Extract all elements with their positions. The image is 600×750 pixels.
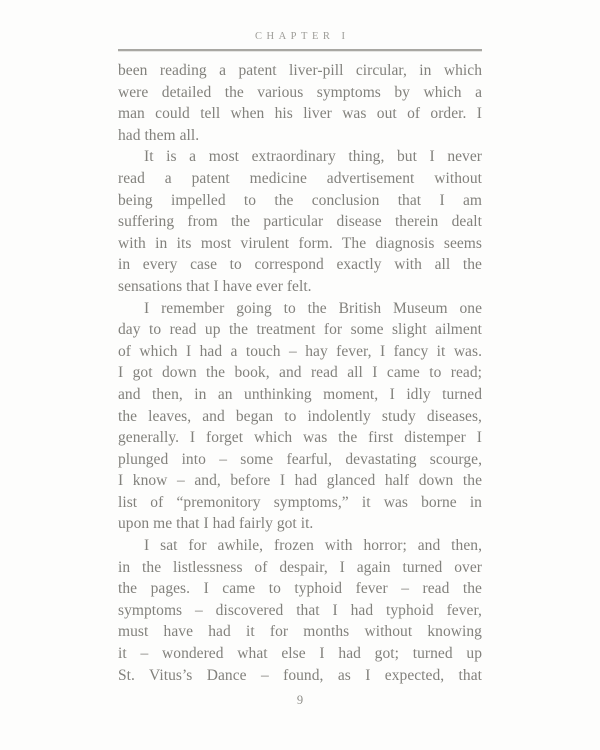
text-line: in the listlessness of despair, I again turned over bbox=[118, 558, 482, 576]
text-line: man could tell when his liver was out of order. I bbox=[118, 105, 482, 123]
text-line: had them all. bbox=[118, 126, 200, 144]
text-line: been reading a patent liver-pill circular, in which bbox=[118, 62, 482, 79]
paragraph bbox=[118, 146, 482, 297]
text-line: the pages. I came to typhoid fever – read the bbox=[118, 580, 482, 598]
text-line: must have had it for months without knowing bbox=[118, 623, 482, 641]
text-line: it – wondered what else I had got; turned up bbox=[118, 645, 482, 663]
text-line: upon me that I had fairly got it. bbox=[118, 515, 314, 533]
page-number: 9 bbox=[296, 693, 304, 707]
paragraph bbox=[118, 60, 482, 146]
text-line: symptoms – discovered that I had typhoid fever, bbox=[118, 601, 482, 619]
text-line: in every case to correspond exactly with all the bbox=[118, 256, 482, 274]
text-line: generally. I forget which was the first distemper I bbox=[118, 429, 482, 447]
running-head: CHAPTER I bbox=[255, 31, 350, 42]
text-line: I remember going to the British Museum one bbox=[144, 299, 482, 317]
text-block bbox=[118, 60, 482, 686]
header-rule bbox=[118, 49, 482, 51]
text-line: day to read up the treatment for some slight ailment bbox=[118, 321, 482, 339]
text-line: list of “premonitory symptoms,” it was borne in bbox=[118, 493, 482, 511]
text-line: sensations that I have ever felt. bbox=[118, 277, 312, 295]
text-line: the leaves, and began to indolently study diseases, bbox=[118, 407, 482, 425]
text-line: I know – and, before I had glanced half down the bbox=[118, 472, 482, 490]
text-line: plunged into – some fearful, devastating scourge, bbox=[118, 450, 482, 468]
text-line: being impelled to the conclusion that I am bbox=[118, 191, 482, 209]
text-line: of which I had a touch – hay fever, I fancy it was. bbox=[118, 342, 482, 360]
text-line: I sat for awhile, frozen with horror; and then, bbox=[144, 537, 482, 555]
text-line: with in its most virulent form. The diagnosis seems bbox=[118, 234, 482, 252]
paragraph bbox=[118, 535, 482, 686]
text-line: suffering from the particular disease therein dealt bbox=[118, 213, 482, 231]
text-line: St. Vitus’s Dance – found, as I expected, that bbox=[118, 666, 482, 684]
text-line: were detailed the various symptoms by which a bbox=[118, 83, 482, 101]
text-line: I got down the book, and read all I came to read; bbox=[118, 364, 482, 382]
text-line: It is a most extraordinary thing, but I never bbox=[144, 148, 482, 166]
text-line: read a patent medicine advertisement without bbox=[118, 169, 482, 187]
paragraph bbox=[118, 298, 482, 536]
text-line: and then, in an unthinking moment, I idly turned bbox=[118, 385, 482, 403]
